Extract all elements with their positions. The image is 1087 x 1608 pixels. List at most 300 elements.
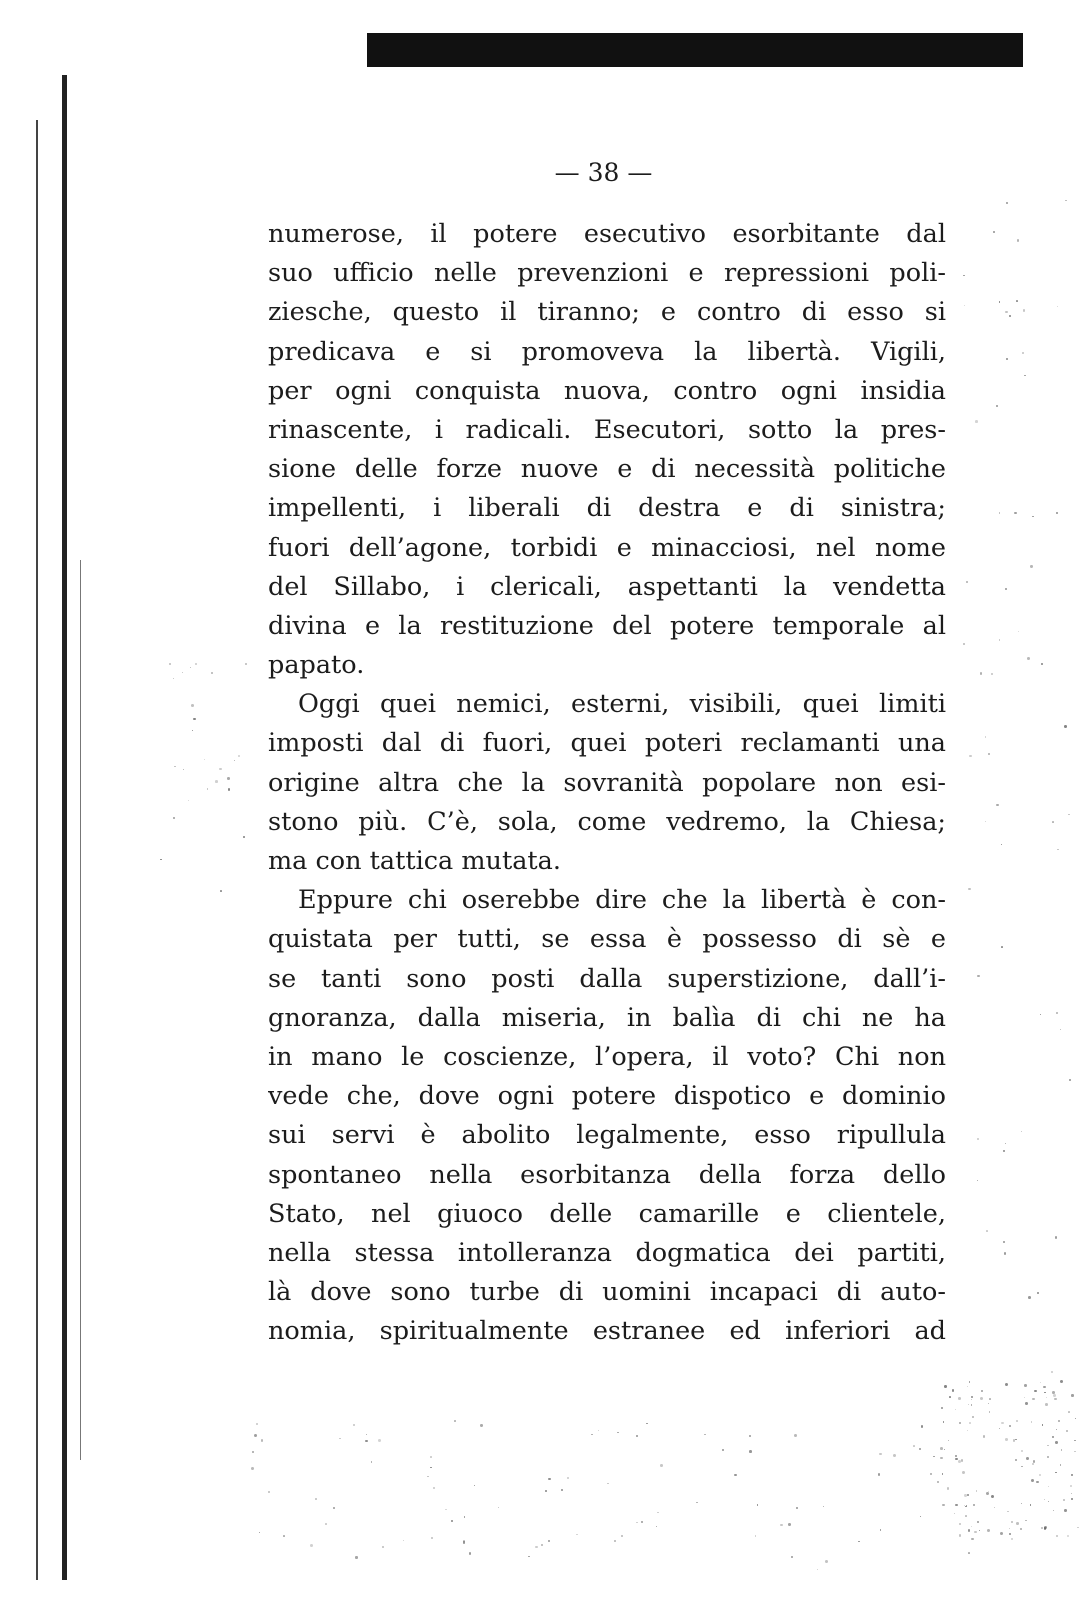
scan-speck	[947, 1487, 950, 1490]
scan-speck	[1074, 1440, 1076, 1442]
scan-speck	[451, 1520, 454, 1523]
scan-speck	[823, 1506, 824, 1507]
scan-speck	[1021, 1131, 1023, 1133]
scan-speck	[252, 1451, 254, 1453]
scan-speck	[173, 678, 174, 679]
scan-speck	[977, 1138, 979, 1140]
scan-speck	[195, 663, 197, 665]
scan-speck	[964, 305, 965, 306]
scan-speck	[943, 1421, 945, 1423]
scan-speck	[921, 1425, 923, 1427]
scan-speck	[994, 1507, 995, 1508]
scan-speck	[268, 1491, 271, 1494]
paragraph	[268, 215, 946, 685]
scan-speck	[1021, 1466, 1022, 1467]
scan-speck	[791, 1556, 793, 1558]
scan-speck	[1048, 1486, 1049, 1487]
scan-speck	[498, 1507, 499, 1508]
scan-speck	[696, 1502, 698, 1504]
scan-speck	[646, 1423, 648, 1425]
scan-speck	[1018, 631, 1019, 632]
scan-speck	[1005, 1143, 1006, 1144]
text-line: spontaneo nella esorbitanza della forza dello	[268, 1159, 946, 1190]
scan-speck	[817, 1569, 818, 1570]
scan-speck	[1053, 1394, 1056, 1397]
scan-speck	[1057, 306, 1058, 307]
scan-top-bar	[367, 33, 1023, 67]
scan-speck	[259, 1532, 260, 1533]
scan-speck	[636, 1435, 638, 1437]
scan-speck	[825, 1560, 828, 1563]
scan-speck	[1005, 1438, 1008, 1441]
scan-speck	[968, 1552, 970, 1554]
scan-speck	[1016, 1420, 1018, 1422]
scan-speck	[930, 1473, 931, 1474]
scan-speck	[1075, 1418, 1076, 1419]
scan-speck	[991, 1495, 994, 1498]
scan-speck	[463, 1541, 465, 1543]
scan-speck	[1026, 1457, 1029, 1460]
scan-speck	[920, 1516, 922, 1518]
scan-speck	[1037, 1292, 1039, 1294]
scan-speck	[993, 231, 994, 232]
scan-speck	[980, 672, 983, 675]
scan-speck	[959, 1534, 962, 1537]
scan-speck	[641, 1521, 642, 1522]
text-line: origine altra che la sovranità popolare non esi-	[268, 767, 946, 798]
scan-speck	[1056, 1012, 1058, 1014]
scan-speck	[1030, 565, 1032, 567]
scan-speck	[919, 1448, 921, 1450]
scan-speck	[1024, 1384, 1027, 1387]
text-line: impellenti, i liberali di destra e di sinistra;	[268, 493, 946, 524]
scan-speck	[966, 581, 968, 583]
scan-speck	[657, 1512, 658, 1513]
scan-speck	[1015, 1459, 1017, 1461]
scan-speck	[955, 1455, 957, 1457]
scan-speck	[427, 1476, 428, 1477]
scan-speck	[968, 1404, 969, 1405]
scan-speck	[940, 1447, 943, 1450]
scan-speck	[1044, 1392, 1046, 1394]
scan-speck	[174, 766, 176, 768]
scan-speck	[1009, 1425, 1011, 1427]
scan-speck	[981, 1390, 983, 1392]
scan-speck	[169, 663, 171, 665]
scan-speck	[1068, 1411, 1070, 1413]
scan-speck	[940, 1457, 942, 1459]
scan-speck	[430, 1456, 432, 1458]
binding-edge-outer	[36, 120, 38, 1580]
scan-speck	[942, 1473, 944, 1475]
scan-speck	[1056, 1535, 1058, 1537]
scan-speck	[656, 1526, 657, 1527]
scan-speck	[1071, 1474, 1072, 1475]
scan-speck	[193, 718, 195, 720]
scan-speck	[445, 1509, 447, 1511]
scan-speck	[996, 405, 998, 407]
scan-speck	[188, 800, 189, 801]
scan-speck	[967, 1494, 969, 1496]
text-line: predicava e si promoveva la libertà. Vigili,	[268, 336, 946, 367]
scan-speck	[755, 1535, 757, 1537]
scan-speck	[980, 1397, 983, 1400]
scan-speck	[1053, 1510, 1055, 1512]
scan-speck	[977, 975, 979, 977]
scan-speck	[944, 1449, 945, 1450]
text-line: del Sillabo, i clericali, aspettanti la vendetta	[268, 571, 946, 602]
scan-speck	[1034, 1390, 1036, 1392]
scan-speck	[1021, 1450, 1023, 1452]
scan-speck	[535, 1546, 537, 1548]
scan-speck	[704, 1434, 706, 1436]
scan-speck	[1025, 1520, 1026, 1521]
scan-speck	[968, 1529, 971, 1532]
scan-speck	[794, 1434, 797, 1437]
text-line: imposti dal di fuori, quei poteri reclamanti una	[268, 728, 946, 759]
binding-edge-inner	[62, 75, 67, 1580]
scan-speck	[1039, 1474, 1041, 1476]
scan-speck	[1005, 311, 1008, 314]
scan-speck	[788, 1523, 791, 1526]
scan-speck	[965, 1515, 967, 1517]
scan-speck	[967, 1430, 968, 1431]
scan-speck	[878, 1473, 880, 1475]
scan-speck	[1027, 657, 1030, 660]
scan-speck	[933, 1456, 934, 1457]
scan-speck	[548, 1540, 550, 1542]
text-line: fuori dell’agone, torbidi e minacciosi, nel nome	[268, 532, 946, 563]
scan-speck	[989, 1398, 991, 1400]
scan-speck	[1063, 1499, 1065, 1501]
scan-speck	[1055, 1441, 1058, 1444]
scan-speck	[958, 1397, 961, 1400]
scan-speck	[988, 753, 990, 755]
scan-speck	[1001, 946, 1003, 948]
scan-speck	[251, 1467, 254, 1470]
scan-speck	[454, 1420, 456, 1422]
scan-speck	[325, 1523, 327, 1525]
scan-speck	[963, 643, 965, 645]
text-line: Oggi quei nemici, esterni, visibili, quei limiti	[298, 689, 946, 720]
scan-speck	[1015, 1439, 1017, 1441]
scan-speck	[1021, 1503, 1022, 1504]
scan-speck	[983, 1435, 985, 1437]
scan-speck	[757, 1504, 759, 1506]
scan-speck	[1057, 849, 1058, 850]
scan-speck	[985, 736, 987, 738]
scan-speck	[353, 1424, 355, 1426]
scan-speck	[999, 512, 1000, 513]
scan-speck	[243, 836, 245, 838]
scan-speck	[1054, 1398, 1056, 1400]
scan-speck	[996, 804, 999, 807]
scan-speck	[971, 1399, 972, 1400]
scan-speck	[949, 1396, 951, 1398]
scan-speck	[1007, 1511, 1008, 1512]
scan-speck	[1041, 663, 1043, 665]
text-line: suo ufficio nelle prevenzioni e repressioni poli-	[268, 258, 946, 289]
scan-speck	[734, 1474, 737, 1477]
scan-speck	[431, 1537, 433, 1539]
body-text	[268, 215, 946, 1351]
scan-speck	[880, 1529, 882, 1531]
scan-speck	[548, 1478, 551, 1481]
scan-speck	[969, 1381, 971, 1383]
scan-speck	[1071, 1498, 1073, 1500]
text-line: sione delle forze nuove e di necessità politiche	[268, 454, 946, 485]
scan-speck	[191, 704, 194, 707]
scan-speck	[1071, 1394, 1073, 1396]
scan-speck	[1042, 1424, 1044, 1426]
scan-speck	[190, 667, 191, 668]
scan-speck	[991, 673, 993, 675]
scan-speck	[1067, 1535, 1069, 1537]
scan-speck	[937, 1481, 940, 1484]
scan-speck	[941, 1407, 943, 1409]
scan-speck	[1051, 1371, 1053, 1373]
scan-speck	[959, 1523, 961, 1525]
scan-speck	[973, 1504, 975, 1506]
scan-speck	[204, 759, 205, 760]
scan-speck	[976, 1490, 977, 1491]
scan-speck	[591, 1434, 593, 1436]
scan-speck	[1060, 1464, 1061, 1465]
scan-speck	[858, 1541, 859, 1542]
scan-speck	[1047, 1445, 1048, 1446]
scan-speck	[1058, 1420, 1060, 1422]
scan-speck	[339, 1438, 341, 1440]
scan-speck	[796, 1507, 798, 1509]
scan-speck	[220, 890, 222, 892]
scan-speck	[968, 888, 970, 890]
scan-speck	[528, 1556, 530, 1558]
scan-speck	[660, 1464, 663, 1467]
scan-speck	[988, 1403, 989, 1404]
scan-speck	[971, 1526, 972, 1527]
scan-speck	[1023, 309, 1026, 312]
scan-speck	[1006, 202, 1008, 204]
scan-speck	[1024, 375, 1026, 377]
scan-speck	[1022, 352, 1024, 354]
scan-speck	[1004, 1252, 1006, 1254]
text-line: ma con tattica mutata.	[268, 846, 561, 876]
scan-speck	[365, 1440, 367, 1442]
text-line: papato.	[268, 650, 365, 681]
scan-speck	[893, 1454, 896, 1457]
scan-speck	[952, 1389, 954, 1391]
scan-speck	[160, 859, 161, 860]
scan-speck	[944, 1385, 947, 1388]
scan-speck	[173, 817, 175, 819]
scan-speck	[987, 1529, 990, 1532]
scan-speck	[617, 1432, 619, 1434]
scan-speck	[1032, 1398, 1034, 1400]
scan-speck	[1017, 239, 1020, 242]
scan-speck	[780, 1524, 783, 1527]
scan-speck	[228, 788, 231, 791]
scan-speck	[1060, 1029, 1062, 1031]
scan-speck	[261, 1439, 263, 1441]
scan-speck	[965, 1506, 966, 1507]
scan-speck	[1068, 814, 1069, 815]
scan-speck	[999, 301, 1001, 303]
scan-speck	[1070, 1485, 1072, 1487]
scan-speck	[971, 1538, 973, 1540]
scan-speck	[1011, 1538, 1012, 1539]
scan-speck	[219, 768, 221, 770]
scan-speck	[1056, 1429, 1057, 1430]
scan-speck	[403, 1540, 404, 1541]
scan-speck	[234, 760, 236, 762]
scan-speck	[1044, 1526, 1047, 1529]
text-line: se tanti sono posti dalla superstizione, dall’i-	[268, 963, 946, 994]
scan-speck	[971, 1404, 972, 1405]
scan-speck	[1016, 1522, 1019, 1525]
scan-speck	[1044, 1499, 1045, 1500]
scan-speck	[283, 1535, 285, 1537]
scan-speck	[722, 1449, 724, 1451]
scan-speck	[985, 821, 986, 822]
scan-speck	[1031, 1479, 1034, 1482]
scan-speck	[245, 663, 247, 665]
scan-speck	[333, 1507, 335, 1509]
scan-speck	[541, 1544, 544, 1547]
scan-speck	[969, 755, 971, 757]
scan-speck	[182, 672, 183, 673]
scan-speck	[366, 1434, 367, 1435]
scan-speck	[474, 1485, 475, 1486]
scan-speck	[1009, 1528, 1010, 1529]
scan-speck	[464, 1516, 465, 1517]
scan-speck	[207, 788, 208, 789]
scan-speck	[1031, 1421, 1032, 1422]
scan-speck	[192, 730, 193, 731]
scan-speck	[561, 1489, 563, 1491]
scan-speck	[636, 1522, 638, 1524]
scan-speck	[1036, 1481, 1039, 1484]
scan-speck	[430, 1467, 432, 1469]
scan-speck	[999, 639, 1001, 641]
scan-speck	[1046, 1397, 1047, 1398]
scan-speck	[1069, 1079, 1071, 1081]
scan-speck	[962, 1471, 965, 1474]
text-line: stono più. C’è, sola, come vedremo, la Chiesa;	[268, 806, 946, 837]
scan-speck	[972, 1416, 974, 1418]
scan-speck	[1074, 1451, 1076, 1453]
scan-speck	[545, 1490, 547, 1492]
scan-speck	[1003, 1150, 1004, 1151]
scan-speck	[355, 1556, 357, 1558]
scan-speck	[959, 1422, 961, 1424]
scan-speck	[1033, 1460, 1036, 1463]
scan-speck	[954, 1513, 955, 1514]
text-line: ziesche, questo il tiranno; e contro di esso si	[268, 297, 946, 328]
scan-speck	[1020, 1528, 1022, 1530]
scan-speck	[913, 1445, 915, 1447]
paragraph	[268, 881, 946, 1351]
text-line: là dove sono turbe di uomini incapaci di auto-	[268, 1277, 946, 1308]
text-line: nomia, spiritualmente estranee ed inferiori ad	[268, 1316, 946, 1347]
scan-speck	[955, 1504, 957, 1506]
scan-speck	[1032, 516, 1033, 517]
text-line: numerose, il potere esecutivo esorbitante dal	[268, 219, 946, 249]
text-line: divina e la restituzione del potere temporale al	[268, 610, 946, 641]
text-line: sui servi è abolito legalmente, esso ripullula	[268, 1120, 946, 1151]
scan-speck	[567, 1477, 569, 1479]
text-line: vede che, dove ogni potere dispotico e dominio	[268, 1081, 946, 1112]
text-line: per ogni conquista nuova, contro ogni insidia	[268, 375, 946, 406]
scan-speck	[999, 1428, 1000, 1429]
scan-speck	[1040, 1014, 1041, 1015]
scan-speck	[1052, 821, 1054, 823]
scan-speck	[942, 1504, 945, 1507]
scan-speck	[1047, 1456, 1049, 1458]
scan-speck	[433, 1487, 435, 1489]
scan-speck	[974, 1531, 977, 1534]
scan-speck	[1052, 1436, 1053, 1437]
scan-speck	[1003, 1241, 1005, 1243]
scan-speck	[1011, 1521, 1013, 1523]
scan-speck	[256, 1423, 258, 1425]
scan-speck	[1043, 1386, 1046, 1389]
scan-speck	[977, 1521, 979, 1523]
scan-speck	[1071, 1493, 1072, 1494]
scan-speck	[371, 1461, 372, 1462]
scan-speck	[614, 1540, 617, 1543]
scan-speck	[1001, 1422, 1003, 1424]
scan-speck	[1066, 1430, 1068, 1432]
scan-speck	[977, 1180, 978, 1181]
scan-speck	[1005, 1383, 1008, 1386]
scan-speck	[1005, 588, 1007, 590]
scan-speck	[963, 275, 965, 277]
scan-speck	[979, 1530, 980, 1531]
scan-speck	[598, 1430, 599, 1431]
scan-speck	[310, 1544, 313, 1547]
scan-speck	[1032, 1463, 1034, 1465]
scan-speck	[227, 777, 230, 780]
scan-speck	[1052, 1391, 1055, 1394]
paragraph	[268, 685, 946, 881]
text-line: nella stessa intolleranza dogmatica dei partiti,	[268, 1237, 946, 1268]
scan-speck	[955, 1409, 956, 1410]
scan-speck	[1040, 1382, 1041, 1383]
scan-speck	[480, 1424, 482, 1426]
scan-speck	[1009, 315, 1011, 317]
scan-speck	[1014, 512, 1016, 514]
scan-speck	[986, 1230, 988, 1232]
text-line: gnoranza, dalla miseria, in balìa di chi ne ha	[268, 1002, 946, 1033]
text-line: rinascente, i radicali. Esecutori, sotto la pres-	[268, 414, 946, 445]
scan-speck	[1055, 1472, 1057, 1474]
scan-speck	[1065, 200, 1067, 202]
page-number: — 38 —	[554, 158, 653, 187]
scan-speck	[1028, 1296, 1031, 1299]
scan-speck	[967, 1386, 968, 1387]
text-line: in mano le coscienze, l’opera, il voto? Chi non	[268, 1041, 946, 1072]
text-line: Eppure chi oserebbe dire che la libertà è con-	[298, 885, 946, 916]
scan-speck	[315, 1498, 317, 1500]
scan-speck	[749, 1450, 752, 1453]
scan-speck	[382, 1546, 384, 1548]
scan-speck	[607, 1483, 608, 1484]
scan-speck	[215, 780, 218, 783]
scan-speck	[948, 1440, 949, 1441]
scan-speck	[1077, 1527, 1079, 1529]
scan-speck	[378, 1439, 381, 1442]
scan-speck	[1045, 1403, 1048, 1406]
